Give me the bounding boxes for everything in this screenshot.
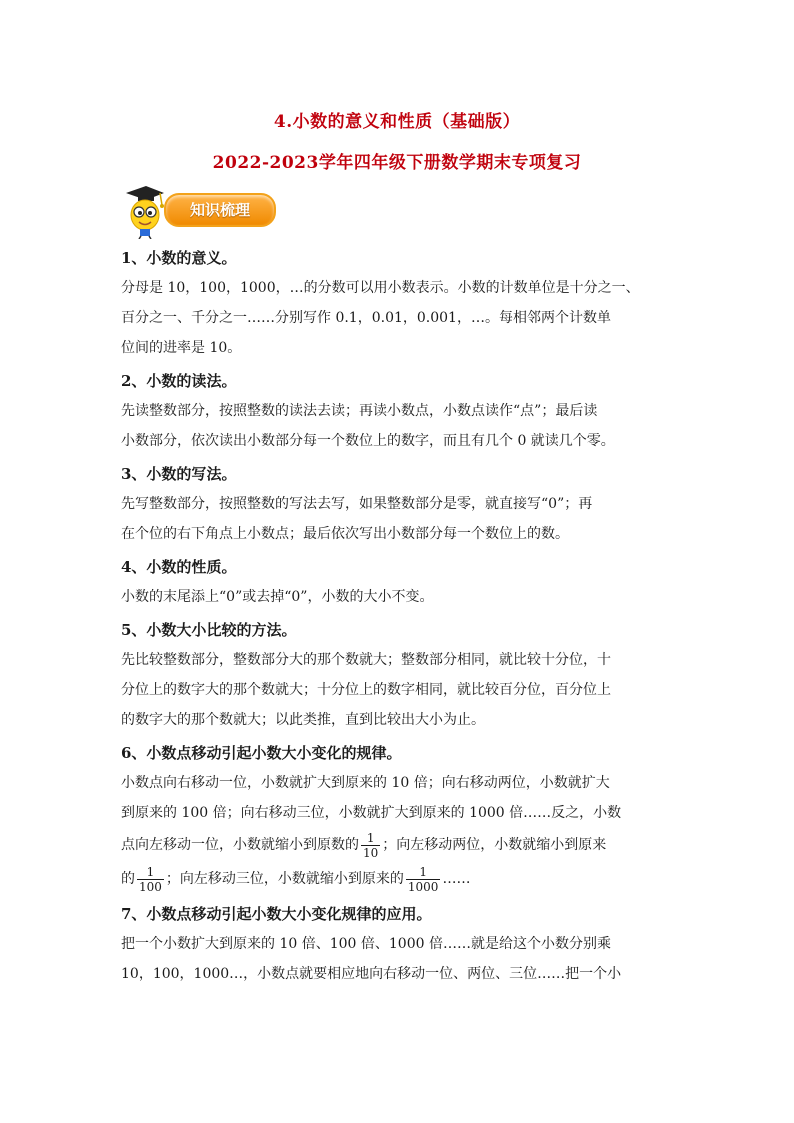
- section-6-fraction-line: [121, 828, 681, 862]
- line-text: ；向左移动两位，小数就缩小到原来: [382, 837, 607, 853]
- knowledge-review-badge: [164, 193, 276, 227]
- section-badge: [120, 183, 280, 239]
- section-5-line: 分位上的数字大的那个数就大；十分位上的数字相同，就比较百分位，百分位上: [121, 682, 611, 698]
- line-text: ……: [442, 871, 471, 887]
- content-body: [121, 240, 681, 989]
- fraction-denominator: 100: [139, 879, 162, 894]
- section-3-heading: 3、小数的写法。: [121, 465, 237, 483]
- section-3-line: 先写整数部分，按照整数的写法去写，如果整数部分是零，就直接写“0”；再: [121, 496, 593, 512]
- section-5-heading: 5、小数大小比较的方法。: [121, 621, 297, 639]
- section-3-line: 在个位的右下角点上小数点；最后依次写出小数部分每一个数位上的数。: [121, 526, 569, 542]
- section-4-line: 小数的末尾添上“0”或去掉“0”，小数的大小不变。: [121, 589, 434, 605]
- fraction-numerator: 1: [419, 864, 427, 879]
- fraction-one-tenth: [361, 831, 380, 860]
- section-1-line: 百分之一、千分之一……分别写作 0.1，0.01，0.001，…。每相邻两个计数单: [121, 310, 611, 326]
- section-1-line: 位间的进率是 10。: [121, 340, 242, 356]
- line-text: 点向左移动一位，小数就缩小到原数的: [121, 837, 359, 853]
- document-subtitle: 2022-2023学年四年级下册数学期末专项复习: [212, 153, 582, 173]
- section-7-line: 把一个小数扩大到原来的 10 倍、100 倍、1000 倍……就是给这个小数分别乘: [121, 936, 611, 952]
- fraction-denominator: 1000: [407, 879, 439, 894]
- section-2-heading: 2、小数的读法。: [121, 372, 237, 390]
- fraction-one-thousandth: [406, 865, 441, 894]
- fraction-numerator: 1: [366, 830, 375, 845]
- section-6-fraction-line: [121, 862, 681, 896]
- section-7-heading: 7、小数点移动引起小数大小变化规律的应用。: [121, 905, 432, 923]
- section-6-line: 到原来的 100 倍；向右移动三位，小数就扩大到原来的 1000 倍……反之，小数: [121, 805, 622, 821]
- section-2-line: 先读整数部分，按照整数的读法去读；再读小数点，小数点读作“点”；最后读: [121, 403, 598, 419]
- section-2-line: 小数部分，依次读出小数部分每一个数位上的数字，而且有几个 0 就读几个零。: [121, 433, 615, 449]
- section-6-line: 小数点向右移动一位，小数就扩大到原来的 10 倍；向右移动两位，小数就扩大: [121, 775, 610, 791]
- fraction-one-hundredth: [137, 865, 164, 894]
- section-5-line: 的数字大的那个数就大；以此类推，直到比较出大小为止。: [121, 712, 485, 728]
- graduate-mascot-icon: [120, 183, 168, 239]
- document-title: 4.小数的意义和性质（基础版）: [273, 112, 521, 132]
- section-1-line: 分母是 10，100，1000，…的分数可以用小数表示。小数的计数单位是十分之一、: [121, 280, 640, 296]
- line-text: 的: [121, 871, 135, 887]
- section-6-heading: 6、小数点移动引起小数大小变化的规律。: [121, 744, 402, 762]
- fraction-numerator: 1: [146, 864, 155, 879]
- badge-label: 知识梳理: [189, 201, 250, 219]
- section-7-line: 10，100，1000…，小数点就要相应地向右移动一位、两位、三位……把一个小: [121, 966, 622, 982]
- line-text: ；向左移动三位，小数就缩小到原来的: [165, 871, 404, 887]
- section-4-heading: 4、小数的性质。: [121, 558, 237, 576]
- fraction-denominator: 10: [363, 845, 379, 860]
- section-1-heading: 1、小数的意义。: [121, 249, 237, 267]
- section-5-line: 先比较整数部分，整数部分大的那个数就大；整数部分相同，就比较十分位，十: [121, 652, 611, 668]
